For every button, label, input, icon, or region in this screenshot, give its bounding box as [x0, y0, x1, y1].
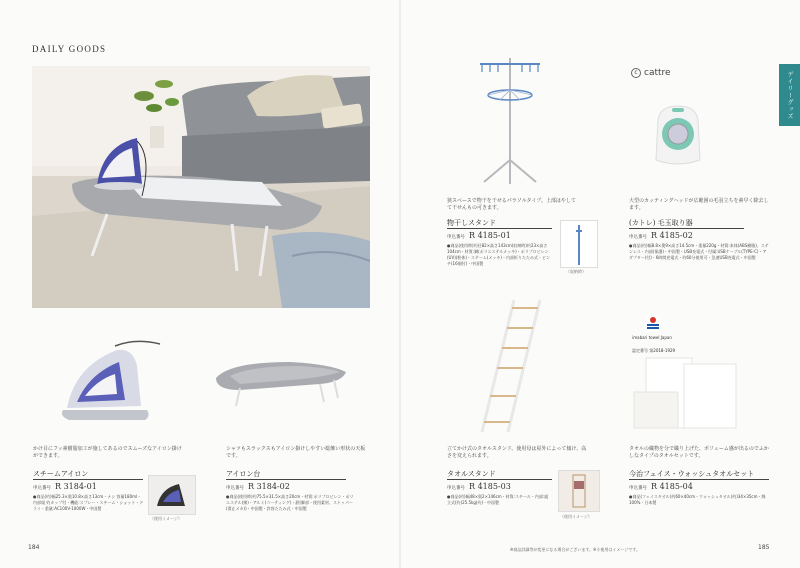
ladder-caption: 立てかけ式のタオルスタンド。使用母は屋外によって傾け、高さを変えられます。: [447, 446, 587, 459]
ladder-code-label: 申込番号: [447, 486, 465, 491]
dryer-order-code: [447, 231, 511, 240]
page-gutter: [399, 0, 401, 568]
ladder-thumbnail-illustration: [559, 471, 599, 511]
lifestyle-scene: [32, 66, 370, 308]
dryer-code: R 4185-01: [469, 231, 511, 240]
ironing-board-lifestyle-photo: [32, 66, 370, 308]
towel-name: 今治フェイス・ウォッシュタオルセット: [629, 470, 755, 478]
ladder-rule: [447, 479, 552, 480]
iron-use-thumbnail: [148, 475, 196, 515]
towel-code: R 4185-04: [651, 482, 693, 491]
board-name: アイロン台: [226, 470, 261, 478]
page-number-right: 185: [758, 544, 770, 551]
remover-rule: [629, 228, 744, 229]
section-title: DAILY GOODS: [32, 44, 107, 54]
towel-ladder-image: [478, 296, 548, 436]
iron-name: スチームアイロン: [33, 470, 89, 478]
towel-specs: ●商品(フェイスタオル)約60×40cm・ウォッシュタオル(約)34×35cm・綿100%・日本製: [629, 494, 766, 505]
board-caption: シャツもスラックスもアイロン掛けしやすい総飾い形状の天板です。: [226, 446, 366, 459]
iron-rule: [33, 479, 143, 480]
iron-thumbnail-illustration: [149, 476, 195, 514]
dryer-name: 物干しスタンド: [447, 219, 496, 227]
remover-specs: ●商品(約)幅8.8×奥9×高さ14.5cm・重量220g・材質:本体(ABS樹脂)、ステンレス・内部(保護)・中国製・USB充電式・付属:USBケーブル(TYPE-C)・アダプター(付)・6時間充電式・約60分使用可・急速USB充電式・中国製: [629, 243, 769, 260]
laundry-stand-image: [470, 50, 550, 190]
towel-rule: [629, 479, 769, 480]
remover-caption: 大型のカッティングヘッドが広範囲の毛羽立ちを素早く除去します。: [629, 198, 769, 211]
lint-remover-image: [648, 100, 708, 170]
towel-set-image: [632, 356, 742, 431]
section-side-tab[interactable]: デイリーグッズ: [779, 64, 800, 126]
board-rule: [226, 479, 346, 480]
board-order-code: [226, 482, 290, 491]
remover-code-label: 申込番号: [629, 235, 647, 240]
ladder-use-thumbnail: [558, 470, 600, 512]
towel-ladder-illustration: [478, 296, 548, 436]
page-number-left: 184: [28, 544, 40, 551]
board-code-label: 申込番号: [226, 486, 244, 491]
lint-remover-illustration: [648, 100, 708, 170]
iron-order-code: [33, 482, 97, 491]
dryer-caption: 狭スペースで物干を干せるパラソルタイプ。上部はやしてて干せんもの可きます。: [447, 198, 576, 211]
steam-iron-illustration: [55, 328, 175, 428]
dryer-image-note: （収納時）: [566, 269, 586, 274]
ladder-image-note: （使用イメージ）: [560, 514, 592, 519]
iron-code-label: 申込番号: [33, 486, 51, 491]
ironing-board-image: [210, 350, 350, 410]
board-specs: ●商品(使用時)約75.5×31.5×高さ20cm・材質:ポリプロピレン・ポリエステル(綿)・アルミ(コーティング)・鉄(脚部・使用素材、ストッパー(滑止メカ))・中国製・許容たたみ式・中国製: [226, 494, 354, 511]
ladder-order-code: [447, 482, 511, 491]
board-code: R 3184-02: [248, 482, 290, 491]
cattre-logo-mark-icon: c: [631, 68, 641, 78]
imabari-logo: [646, 316, 660, 332]
imabari-cert-number: 認定番号 第2018-1929: [632, 348, 676, 353]
towel-set-illustration: [632, 356, 742, 431]
dryer-rule: [447, 228, 552, 229]
ladder-specs: ●商品(約)幅48×奥2×146cm・材質:スチール・内部:組立式(約)25.5kg(約)・中国製: [447, 494, 549, 505]
footer-note: ※商品詳細等が変更になる場合がございます。※斗使用はイメージです。: [510, 547, 640, 552]
cattre-brand-logo: [631, 68, 671, 78]
towel-code-label: 申込番号: [629, 486, 647, 491]
iron-specs: ●商品(約)幅25.3×奥10.8×高さ13cm・ナシ 容量180ml・内部規 約カップ付・機能:スプレー・スチーム・ショット・ドライ・重量:AC100V-1000W・中国製: [33, 494, 144, 511]
brand-name: cattre: [644, 68, 671, 78]
remover-code: R 4185-02: [651, 231, 693, 240]
dryer-folded-illustration: [561, 221, 597, 267]
iron-image-note: （使用イメージ）: [150, 516, 182, 521]
towel-caption: タオルの織物を分で織り上げた、ボリューム感が出るのでふかしなタイプのタオルセットです。: [629, 446, 769, 459]
iron-caption: かけ目にフッ素樹脂加工が施してあるのでスムーズなアイロン掛けができます。: [33, 446, 182, 459]
dryer-code-label: 申込番号: [447, 235, 465, 240]
parasol-dryer-illustration: [470, 50, 550, 190]
remover-order-code: [629, 231, 693, 240]
imabari-logo-text: imabari towel Japan: [632, 335, 672, 340]
imabari-logo-mark-icon: [646, 316, 660, 332]
ironing-board-illustration: [210, 350, 350, 410]
remover-name: (カトレ) 毛玉取り器: [629, 219, 693, 227]
dryer-folded-thumbnail: [560, 220, 598, 268]
steam-iron-image: [55, 328, 175, 428]
ladder-name: タオルスタンド: [447, 470, 496, 478]
iron-code: R 3184-01: [55, 482, 97, 491]
towel-order-code: [629, 482, 693, 491]
ladder-code: R 4185-03: [469, 482, 511, 491]
dryer-specs: ●商品(使用時)約径82×高さ143cm(収納時)約23×高さ104cm・材質:鋼(ポリエステルメッキ)・ポリプロピレン(UV)(粉体)・ステーム(メッキ)・内部折りたたみ式・ピンチ(16個付)・中国製: [447, 243, 550, 266]
